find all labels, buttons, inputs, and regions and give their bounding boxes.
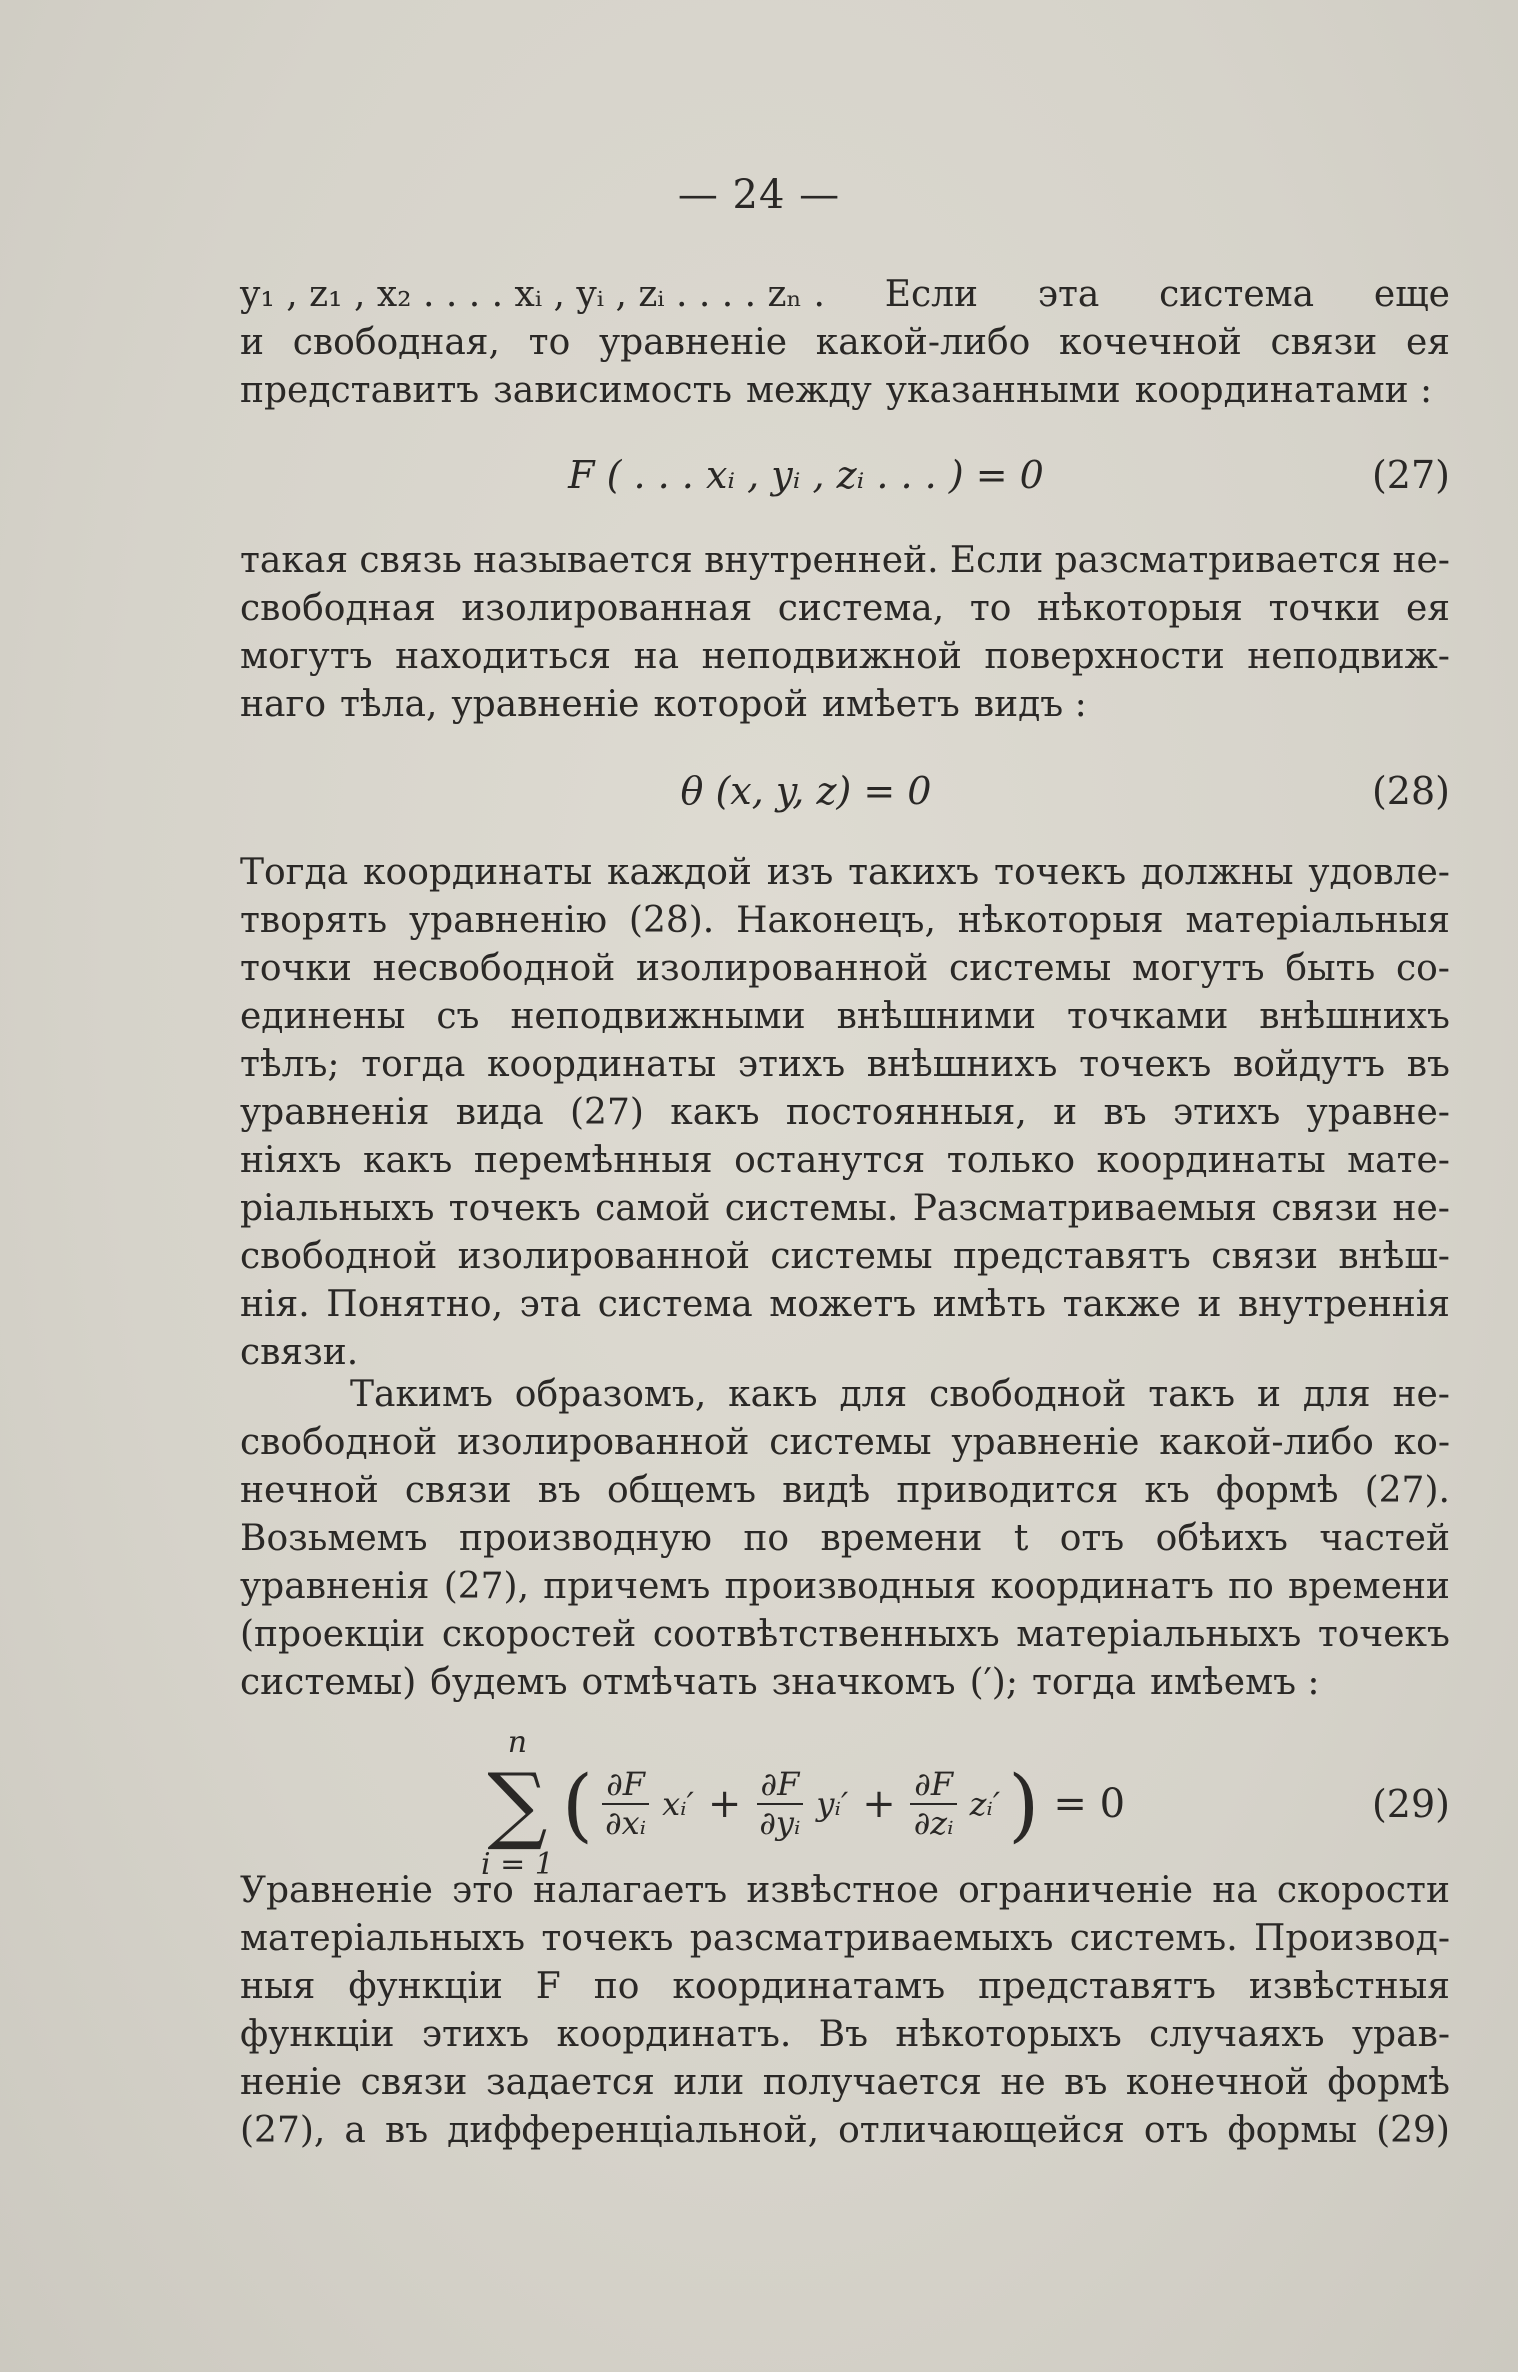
word: отмѣчать [581, 1662, 758, 1703]
word: Понятно, [326, 1284, 504, 1325]
word: свободной [240, 1236, 438, 1277]
word: неніе [240, 2062, 343, 2103]
word: системы) [240, 1662, 417, 1703]
word: точки [240, 948, 352, 989]
word: тѣла, [340, 684, 438, 725]
text-line [240, 2062, 1450, 2110]
term-y-prime: yᵢ′ [816, 1785, 849, 1823]
word: точекъ [541, 1918, 674, 1959]
word: для [839, 1374, 908, 1415]
word: въ [1406, 1044, 1450, 1085]
word: конечной [1125, 2062, 1309, 2103]
word: могутъ [240, 636, 373, 677]
word: въ [537, 1470, 581, 1511]
term-x-prime: xᵢ′ [662, 1785, 694, 1823]
word: и [1197, 1284, 1222, 1325]
word: Такимъ [350, 1374, 493, 1415]
close-paren: ) [1008, 1757, 1040, 1851]
word: системы [770, 1236, 933, 1277]
word: представитъ [240, 370, 480, 411]
word: Возьмемъ [240, 1518, 428, 1559]
word: отличающейся [838, 2110, 1125, 2151]
word: а [344, 2110, 366, 2151]
word: случаяхъ [1149, 2014, 1325, 2055]
word: по [593, 1966, 640, 2007]
paragraph-intro [240, 274, 1450, 418]
word: связи [1271, 1188, 1379, 1229]
word: изолированной [457, 1236, 750, 1277]
text-line [240, 636, 1450, 684]
word: получается [762, 2062, 982, 2103]
word: уравненіе [951, 1422, 1140, 1463]
word: этихъ [737, 1044, 846, 1085]
word: Тогда [240, 852, 349, 893]
word: приводится [896, 1470, 1119, 1511]
word: извѣстныя [1248, 1966, 1450, 2007]
word: тѣлъ; [240, 1044, 340, 1085]
paragraph-coordinates [240, 852, 1450, 1380]
word: связи [1270, 322, 1378, 363]
word: эта [1037, 274, 1100, 315]
word: какой-либо [815, 322, 1031, 363]
text-line [240, 370, 1450, 418]
word: налагаетъ [532, 1870, 728, 1911]
text-line [240, 1092, 1450, 1140]
text-line [240, 1518, 1450, 1566]
word: соотвѣтственныхъ [652, 1614, 1000, 1655]
word: формы [1227, 2110, 1357, 2151]
word: системы. [724, 1188, 899, 1229]
word: формѣ [1215, 1470, 1339, 1511]
word: извѣстное [746, 1870, 939, 1911]
word: Наконецъ, [736, 900, 936, 941]
fraction-dz-num: ∂F [910, 1766, 957, 1805]
word: ограниченіе [958, 1870, 1194, 1911]
word: функціи [348, 1966, 503, 2007]
word: указанными [885, 370, 1121, 411]
word: внѣшнихъ [866, 1044, 1058, 1085]
word: (27), [240, 2110, 326, 2151]
word: уравне- [1306, 1092, 1450, 1133]
word: мате- [1347, 1140, 1450, 1181]
word: постоянныя, [785, 1092, 1027, 1133]
word: зависимость [493, 370, 733, 411]
word: не- [1392, 540, 1450, 581]
word: по [1228, 1566, 1274, 1607]
word: отъ [1143, 2110, 1209, 2151]
text-line [240, 852, 1450, 900]
fraction-dx-den: ∂xᵢ [605, 1804, 647, 1842]
word: Если [884, 274, 979, 315]
word: образомъ, [514, 1374, 707, 1415]
equation-27 [240, 450, 1450, 500]
word: системы [769, 1422, 932, 1463]
equation-29 [240, 1714, 1450, 1894]
equation-27-number: (27) [1371, 453, 1450, 497]
word: этихъ [421, 2014, 530, 2055]
equals-zero: = 0 [1053, 1781, 1126, 1827]
text-line [240, 2110, 1450, 2158]
word: уравненія [240, 1566, 430, 1607]
word: нѣкоторыя [957, 900, 1164, 941]
text-line [240, 1614, 1450, 1662]
word: координатами : [1134, 370, 1433, 411]
word: къ [1144, 1470, 1190, 1511]
plus-sign: + [862, 1781, 896, 1827]
word: (29) [1376, 2110, 1450, 2151]
paragraph-derivative [240, 1374, 1450, 1710]
word: скоростей [441, 1614, 637, 1655]
word: между [746, 370, 872, 411]
word: представятъ [978, 1966, 1216, 2007]
equation-28-number: (28) [1371, 769, 1450, 813]
word: только [946, 1140, 1076, 1181]
word: нія. [240, 1284, 310, 1325]
word: каждой [606, 852, 752, 893]
word: уравненія [240, 1092, 430, 1133]
word: представятъ [952, 1236, 1191, 1277]
word: связи [360, 2062, 468, 2103]
fraction-dx-num: ∂F [602, 1766, 649, 1805]
word: которой [653, 684, 808, 725]
word: кочечной [1059, 322, 1242, 363]
word: войдутъ [1232, 1044, 1386, 1085]
text-line [240, 1918, 1450, 1966]
word: координаты [1096, 1140, 1326, 1181]
word: должны [1141, 852, 1294, 893]
word: (′); [969, 1662, 1018, 1703]
word: этихъ [1172, 1092, 1281, 1133]
word: и [1256, 1374, 1281, 1415]
word: останутся [734, 1140, 926, 1181]
equation-29-formula [240, 1725, 1372, 1882]
word: въ [1064, 2062, 1108, 2103]
word: система [1159, 274, 1315, 315]
text-line [240, 1140, 1450, 1188]
text-line [240, 540, 1450, 588]
word: и [240, 322, 264, 363]
text-line [240, 1422, 1450, 1470]
word: то [528, 322, 571, 363]
word: могутъ [1132, 948, 1265, 989]
equation-27-formula: F ( . . . xᵢ , yᵢ , zᵢ . . . ) = 0 [568, 453, 1044, 497]
fraction-dz [910, 1766, 958, 1842]
equation-29-number: (29) [1371, 1782, 1450, 1826]
word: быть [1285, 948, 1376, 989]
word: точками [1066, 996, 1229, 1037]
word: связи [1211, 1236, 1318, 1277]
text-line [240, 900, 1450, 948]
word: и [1053, 1092, 1078, 1133]
word: ко- [1393, 1422, 1450, 1463]
word: ея [1405, 588, 1450, 629]
word: матеріальныя [1185, 900, 1450, 941]
text-line [240, 1044, 1450, 1092]
word: неподвиж- [1247, 636, 1450, 677]
word: такихъ [848, 852, 980, 893]
word: дифференціальной, [447, 2110, 820, 2151]
word: изолированная [461, 588, 753, 629]
sum-lower-limit: i = 1 [480, 1847, 554, 1882]
fraction-dz-den: ∂zᵢ [913, 1804, 954, 1842]
word: (проекціи [240, 1614, 426, 1655]
word: задается [485, 2062, 655, 2103]
word: системъ. [1069, 1918, 1238, 1959]
word: отъ [1059, 1518, 1125, 1559]
word: формѣ [1327, 2062, 1450, 2103]
word: разсматривается [1054, 540, 1382, 581]
word: не [1000, 2062, 1046, 2103]
word: или [673, 2062, 745, 2103]
word: перемѣнныя [473, 1140, 713, 1181]
word: внѣшнихъ [1259, 996, 1450, 1037]
equation-28 [240, 766, 1450, 816]
word: обѣихъ [1155, 1518, 1288, 1559]
open-paren: ( [561, 1757, 594, 1851]
word: также [1062, 1284, 1181, 1325]
word: точекъ [1079, 1044, 1212, 1085]
word: y₁ , z₁ , x₂ . . . . xᵢ , yᵢ , zᵢ . . . . zₙ . [240, 274, 825, 315]
word: въ [384, 2110, 429, 2151]
word: причемъ [543, 1566, 711, 1607]
word: система [597, 1284, 753, 1325]
text-line [240, 1332, 1450, 1380]
word: Въ [818, 2014, 869, 2055]
word: ніяхъ [240, 1140, 342, 1181]
word: поверхности [984, 636, 1225, 677]
word: координатамъ [672, 1966, 946, 2007]
word: со- [1395, 948, 1450, 989]
word: несвободной [372, 948, 616, 989]
word: матеріальныхъ [1016, 1614, 1302, 1655]
text-line [240, 1374, 1450, 1422]
word: внѣшними [836, 996, 1036, 1037]
word: внѣш- [1338, 1236, 1450, 1277]
word: изъ [766, 852, 834, 893]
word: ріальныхъ [240, 1188, 435, 1229]
word: еще [1373, 274, 1450, 315]
word: удовле- [1308, 852, 1450, 893]
word: уравненію [408, 900, 608, 941]
word: координаты [363, 852, 593, 893]
paragraph-internal-constraint [240, 540, 1450, 732]
word: тогда [361, 1044, 466, 1085]
text-line [240, 1236, 1450, 1284]
sum-upper-limit: n [507, 1725, 528, 1760]
word: функціи [240, 2014, 395, 2055]
word: это [452, 1870, 514, 1911]
text-line [240, 274, 1450, 322]
word: свободная, [292, 322, 500, 363]
word: видъ : [973, 684, 1087, 725]
sigma-sign: ∑ [487, 1755, 548, 1853]
word: самой [595, 1188, 711, 1229]
word: Разсматриваемыя [912, 1188, 1258, 1229]
fraction-dy [755, 1766, 804, 1842]
text-line [240, 1188, 1450, 1236]
word: какъ [728, 1374, 818, 1415]
text-line [240, 1966, 1450, 2014]
word: называется [473, 540, 693, 581]
word: (28). [628, 900, 715, 941]
fraction-dx [601, 1766, 650, 1842]
word: по [743, 1518, 790, 1559]
word: какъ [362, 1140, 453, 1181]
fraction-dy-num: ∂F [757, 1766, 804, 1805]
text-line [240, 2014, 1450, 2062]
word: уравненіе [451, 684, 640, 725]
word: точекъ [448, 1188, 581, 1229]
word: Уравненіе [240, 1870, 433, 1911]
text-line [240, 1870, 1450, 1918]
word: тогда [1031, 1662, 1137, 1703]
word: на [633, 636, 680, 677]
word: какой-либо [1159, 1422, 1374, 1463]
word: имѣетъ [821, 684, 960, 725]
equation-28-formula: θ (x, y, z) = 0 [680, 769, 932, 813]
word: неподвижными [510, 996, 806, 1037]
fraction-dy-den: ∂yᵢ [759, 1804, 801, 1842]
word: координаты [487, 1044, 717, 1085]
word: эта [519, 1284, 582, 1325]
word: нечной [240, 1470, 379, 1511]
word: на [1212, 1870, 1258, 1911]
word: такъ [1148, 1374, 1236, 1415]
text-line [240, 1470, 1450, 1518]
word: съ [436, 996, 480, 1037]
word: времени [820, 1518, 983, 1559]
word: можетъ [769, 1284, 917, 1325]
word: Производ- [1253, 1918, 1450, 1959]
term-z-prime: zᵢ′ [969, 1785, 1001, 1823]
word: изолированной [457, 1422, 750, 1463]
text-line [240, 948, 1450, 996]
word: имѣть [932, 1284, 1047, 1325]
text-line [240, 1662, 1450, 1710]
word: не- [1392, 1374, 1450, 1415]
word: точекъ [994, 852, 1127, 893]
word: координатъ [990, 1566, 1214, 1607]
word: связи. [240, 1332, 359, 1373]
word: урав- [1351, 2014, 1450, 2055]
word: производныя [724, 1566, 977, 1607]
word: видѣ [782, 1470, 871, 1511]
word: общемъ [607, 1470, 757, 1511]
word: ныя [240, 1966, 316, 2007]
word: вида [455, 1092, 544, 1133]
text-line [240, 322, 1450, 370]
text-line [240, 996, 1450, 1044]
word: въ [1103, 1092, 1147, 1133]
word: координатъ. [556, 2014, 792, 2055]
word: находиться [395, 636, 612, 677]
word: такая [240, 540, 349, 581]
word: производную [459, 1518, 712, 1559]
paragraph-restriction [240, 1870, 1450, 2158]
word: Если [949, 540, 1044, 581]
word: нѣкоторыя [1037, 588, 1243, 629]
text-line [240, 1284, 1450, 1332]
word: какъ [670, 1092, 760, 1133]
word: наго [240, 684, 326, 725]
word: F [535, 1966, 561, 2007]
word: частей [1319, 1518, 1450, 1559]
word: значкомъ [771, 1662, 956, 1703]
word: (27). [1364, 1470, 1450, 1511]
text-line [240, 1566, 1450, 1614]
word: единены [240, 996, 406, 1037]
word: уравненіе [598, 322, 788, 363]
word: (27), [443, 1566, 530, 1607]
word: для [1302, 1374, 1371, 1415]
word: (27) [570, 1092, 644, 1133]
word: ея [1405, 322, 1450, 363]
word: не- [1392, 1188, 1450, 1229]
plus-sign: + [707, 1781, 742, 1827]
word: разсматриваемыхъ [689, 1918, 1054, 1959]
word: творять [240, 900, 388, 941]
word: будемъ [430, 1662, 568, 1703]
word: неподвижной [701, 636, 962, 677]
word: точекъ [1317, 1614, 1450, 1655]
word: свободной [240, 1422, 438, 1463]
word: времени [1288, 1566, 1450, 1607]
word: матеріальныхъ [240, 1918, 526, 1959]
word: внутренней. [704, 540, 939, 581]
text-line [240, 684, 1450, 732]
word: скорости [1276, 1870, 1450, 1911]
word: связь [359, 540, 462, 581]
word: связи [404, 1470, 512, 1511]
word: свободная [240, 588, 436, 629]
summation [480, 1725, 554, 1882]
word: системы [949, 948, 1112, 989]
word: изолированной [636, 948, 929, 989]
word: то [969, 588, 1012, 629]
word: внутреннія [1238, 1284, 1450, 1325]
word: нѣкоторыхъ [895, 2014, 1122, 2055]
page-number: — 24 — [677, 172, 841, 218]
word: t [1013, 1518, 1029, 1559]
word: система, [777, 588, 945, 629]
word: свободной [929, 1374, 1127, 1415]
word: имѣемъ : [1150, 1662, 1320, 1703]
word: точки [1268, 588, 1381, 629]
text-line [240, 588, 1450, 636]
